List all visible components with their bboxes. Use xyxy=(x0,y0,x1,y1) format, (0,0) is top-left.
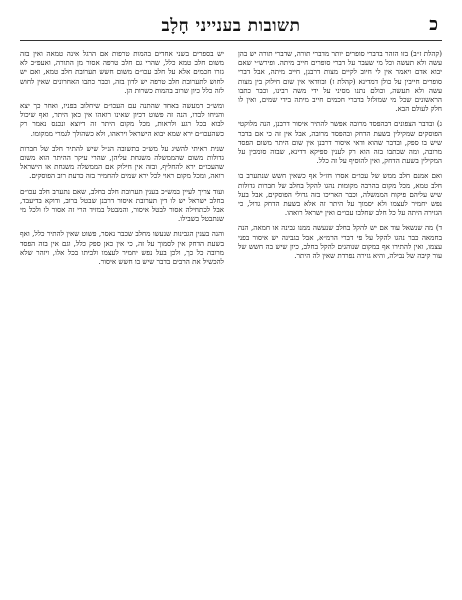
column-left xyxy=(20,49,224,589)
page-number: כ xyxy=(429,14,438,35)
paragraph: ג) ובדבר הצפונים דבהפסד מרובה אפשר להתיר איסור דרבנן, הנה מלוקטי הפוסקים שמקילין בשעת הדחק ובהפסד מרובה, אבל אין זה כי אם בדבר שיש בו ספק, ובדבר שהוא ודאי איסור דרבנן אין שום היתר משום הפסד מרובה, ומה שכתבו בזה הוא רק לענין ספיקא דדינא, שבזה סומכין על המקילין בשעת הדחק, ואין להוסיף על זה כלל. xyxy=(238,119,442,166)
paragraph: ומש״כ דמעשה באחד שהתנה עם העכו״ם שיחלוב בפניו, ואחר כך יצא והניחו לבדו, הנה זה פשוט דכיון שאינו רואהו אין כאן היתר, ואף שיכול לבוא בכל רגע ולראות, מכל מקום היתר זה דיוצא ונכנס נאמר רק כשהעכו״ם ירא שמא יבוא הישראל ויראהו, ולא כשהולך לגמרי ממקומו. xyxy=(20,101,224,138)
page-title: תשובות בענייני חָלָב xyxy=(161,16,301,36)
page-header xyxy=(20,14,442,41)
paragraph: שנית ראיתי להשיג על מש״כ בתשובה הנ״ל שיש להתיר חלב של חברות גדולות משום שהממשלה משגחת עליהן, שהרי עיקר ההיתר הוא משום שהעכו״ם ירא להחליף, ובזה אין חילוק אם הממשלה משגחת או הישראל רואה, ומכל מקום ראוי לכל ירא שמים להחמיר בזה כדעת רוב הפוסקים. xyxy=(20,143,224,181)
text-columns xyxy=(20,49,442,589)
paragraph: יש בספרים בשני אחדים בהמות טרפות אם הרגל אינה טמאה ואין בזה משום חלב טמא כלל, שהרי גם חלב טרפה אסור מן התורה, ואעפ״כ לא גזרו חכמים אלא על חלב עכו״ם משום חשש תערובת חלב טמא, ואם יש לחוש לתערובת חלב טרפה יש לדון בזה, וכבר כתבו האחרונים שאין לחוש לזה כלל כיון שרוב בהמות כשרות הן. xyxy=(20,49,224,95)
paragraph: (קהלת ז״ב) בזו הזהר בדברי סופרים יותר מדברי תורה, שדברי תורה יש בהן עשה ולא תעשה וכל מי שעבר על דברי סופרים חייב מיתה. ופירש״י שאם יבוא אדם ויאמר אין לי חיוב לקיים מצות דרבנן, חייב מיתה, אבל דברי סופרים חייבין על כולן דמדינא (קהלת ז) ובוודאי אין שום חילוק בין מצות עשה ולא תעשה, וכולם נתנו מסיני על ידי משה רבינו, וכבר כתבו הראשונים שכל מי שמזלזל בדברי חכמים חייב מיתה בידי שמים, ואין לו חלק לעולם הבא. xyxy=(238,49,442,114)
paragraph: ואם אמנם חלב ממש של עכו״ם אסרו חז״ל אף כשאין חשש שנתערב בו חלב טמא, מכל מקום בהרבה מקומות נהגו להקל בחלב של חברות גדולות שיש עליהם פיקוח הממשלה, וכבר האריכו בזה גדולי הפוסקים, אבל בעל נפש יחמיר לעצמו ולא יסמוך על היתר זה אלא בשעת הדחק גדול, כי הגזירה היתה על כל חלב שחלבו עכו״ם ואין ישראל רואהו. xyxy=(238,171,442,218)
paragraph: והנה בענין הגבינות שנעשו מחלב שכבר נאסר, פשוט שאין להתיר כלל, ואף בשעת הדחק אין לסמוך על זה, כי אין כאן ספק כלל, וגם אין בזה הפסד מרובה כל כך, ולכן בעל נפש יחמיר לעצמו ולביתו בכל אלו, ויזהר שלא להכשיל את הרבים בדבר שיש בו חשש איסור. xyxy=(20,229,224,267)
paragraph: ועוד צריך לעיין במש״כ בענין תערובת חלב בחלב, שאם נתערב חלב עכו״ם בחלב ישראל יש לו דין תערובת איסור דרבנן שבטל ברוב, ודוקא בדיעבד, אבל לכתחילה אסור לבטל איסור, והמבטל במזיד הרי זה אסור לו ולכל מי שנתבטל בשבילו. xyxy=(20,186,224,224)
paragraph: ד) מה שנשאל עוד אם יש להקל בחלב שנעשה ממנו גבינה או חמאה, הנה בחמאה כבר נהגו להקל על פי דברי הרמ״א, אבל בגבינה יש איסור בפני עצמו, ואין להתירו אף במקום שנוהגים להקל בחלב, כיון שיש בה חשש של עור קיבה של נבילה, והיא גזירה נפרדת שאין לה היתר. xyxy=(238,223,442,261)
column-right xyxy=(238,49,442,589)
